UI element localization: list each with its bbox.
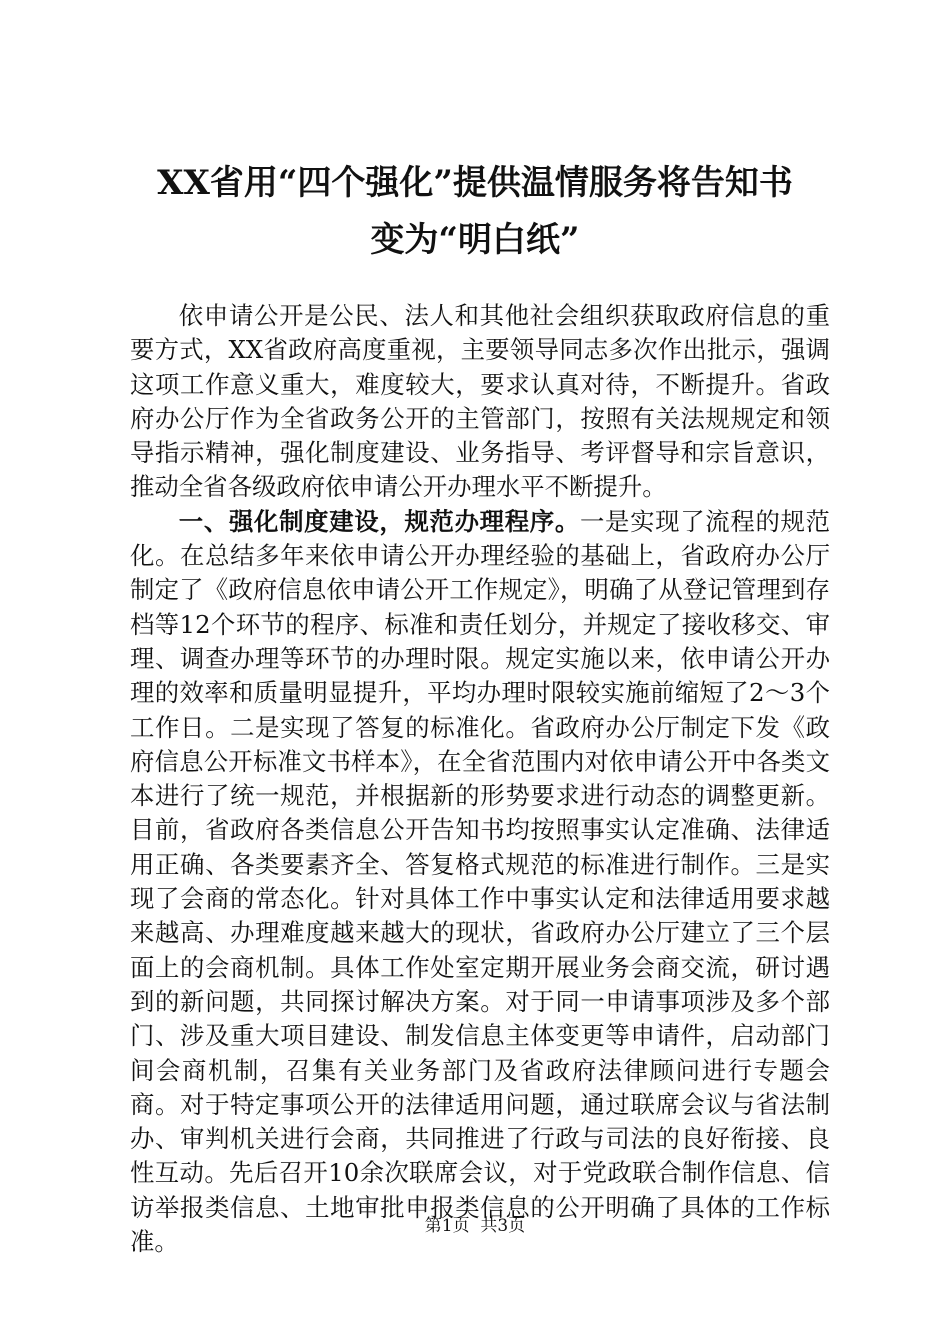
section-1-body: 一是实现了流程的规范化。在总结多年来依申请公开办理经验的基础上，省政府办公厅制定了《政府信息依申请公开工作规定》，明确了从登记管理到存档等12个环节的程序、标准和责任划分，并规定了接收移交、审理、调查办理等环节的办理时限。规定实施以来，依申请公开办理的效率和质量明显提升，平均办理时限较实施前缩短了2～3个工作日。二是实现了答复的标准化。省政府办公厅制定下发《政府信息公开标准文书样本》，在全省范围内对依申请公开中各类文本进行了统一规范，并根据新的形势要求进行动态的调整更新。目前，省政府各类信息公开告知书均按照事实认定准确、法律适用正确、各类要素齐全、答复格式规范的标准进行制作。三是实现了会商的常态化。针对具体工作中事实认定和法律适用要求越来越高、办理难度越来越大的现状，省政府办公厅建立了三个层面上的会商机制。具体工作处室定期开展业务会商交流，研讨遇到的新问题，共同探讨解决方案。对于同一申请事项涉及多个部门、涉及重大项目建设、制发信息主体变更等申请件，启动部门间会商机制，召集有关业务部门及省政府法律顾问进行专题会商。对于特定事项公开的法律适用问题，通过联席会议与省法制办、审判机关进行会商，共同推进了行政与司法的良好衔接、良性互动。先后召开10余次联席会议，对于党政联合制作信息、信访举报类信息、土地审批申报类信息的公开明确了具体的工作标准。 — [130, 506, 830, 1257]
document-title-line-2: 变为“明白纸” — [370, 220, 580, 260]
page-footer — [0, 1215, 950, 1237]
document-body — [130, 299, 830, 1259]
paragraph-section-1 — [130, 505, 830, 1260]
page-number-current: 第1页 — [424, 1216, 470, 1236]
page-number-total: 共3页 — [480, 1216, 526, 1236]
section-1-heading: 一、强化制度建设，规范办理程序。 — [178, 506, 580, 536]
document-title-line-1: XX省用“四个强化”提供温情服务将告知书 — [157, 163, 793, 203]
paragraph-intro: 依申请公开是公民、法人和其他社会组织获取政府信息的重要方式，XX省政府高度重视，主要领导同志多次作出批示，强调这项工作意义重大，难度较大，要求认真对待，不断提升。省政府办公厅作为全省政务公开的主管部门，按照有关法规规定和领导指示精神，强化制度建设、业务指导、考评督导和宗旨意识，推动全省各级政府依申请公开办理水平不断提升。 — [130, 301, 830, 502]
